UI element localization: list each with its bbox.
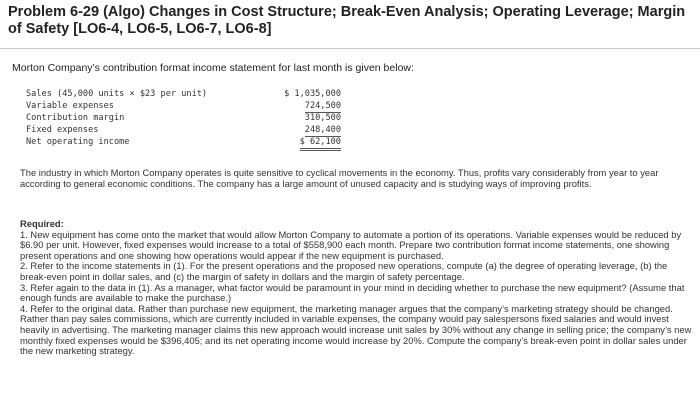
statement-amount: $ 1,035,000 <box>284 89 341 99</box>
required-item-1: 1. New equipment has come onto the market that would allow Morton Company to automate a portion of its operations. Variable expenses would be reduced by $6.90 per unit. However, fixed expenses would increase to a total of $558,900 each month. Prepare two contribution format income statements, one showing present operations and one showing how operations would appear if the new equipment is purchased. <box>20 228 682 261</box>
income-statement <box>26 88 341 148</box>
statement-label: Variable expenses <box>26 101 114 111</box>
statement-row-contribution-margin <box>26 112 341 124</box>
title-divider <box>0 48 700 49</box>
required-item-2: 2. Refer to the income statements in (1). For the present operations and the proposed new operations, compute (a) the degree of operating leverage, (b) the break-even point in dollar sales, and (c) the margin of safety in dollars and the margin of safety percentage. <box>20 260 668 282</box>
intro-text: Morton Company’s contribution format income statement for last month is given below: <box>12 62 414 74</box>
statement-label: Fixed expenses <box>26 125 99 135</box>
statement-row-fixed-expenses <box>26 124 341 136</box>
statement-amount: 724,500 <box>304 101 341 111</box>
statement-amount: $ 62,100 <box>300 136 341 151</box>
statement-label: Net operating income <box>26 137 130 147</box>
required-item-4: 4. Refer to the original data. Rather than purchase new equipment, the marketing manager argues that the company’s marketing strategy should be changed. Rather than pay sales commissions, which are currently included in variable expenses, the company would pay salespersons fixed salaries and would invest heavily in advertising. The marketing manager claims this new approach would increase unit sales by 30% without any change in selling price; the company’s new monthly fixed expenses would be $396,405; and its net operating income would increase by 20%. Compute the company’s break-even point in dollar sales under the new marketing strategy. <box>20 302 692 357</box>
statement-amount: 310,500 <box>304 113 341 123</box>
industry-description: The industry in which Morton Company operates is quite sensitive to cyclical movements in the economy. Thus, profits vary considerably from year to year according to general economic conditions. The company has a large amount of unused capacity and is studying ways of improving profits. <box>20 167 659 189</box>
statement-amount: 248,400 <box>304 125 341 135</box>
statement-row-sales <box>26 88 341 100</box>
required-item-3: 3. Refer again to the data in (1). As a manager, what factor would be paramount in your mind in deciding whether to purchase the new equipment? (Assume that enough funds are available to make the purchase.) <box>20 281 685 304</box>
statement-label: Contribution margin <box>26 113 125 123</box>
statement-label: Sales (45,000 units × $23 per unit) <box>26 89 208 99</box>
statement-row-variable-expenses <box>26 100 341 112</box>
required-section <box>20 219 692 357</box>
required-heading: Required: <box>20 218 64 229</box>
statement-row-net-operating-income <box>26 136 341 148</box>
problem-title: Problem 6-29 (Algo) Changes in Cost Structure; Break-Even Analysis; Operating Leverage; Margin of Safety [LO6-4, LO6-5, LO6-7, LO6-8] <box>8 4 686 37</box>
